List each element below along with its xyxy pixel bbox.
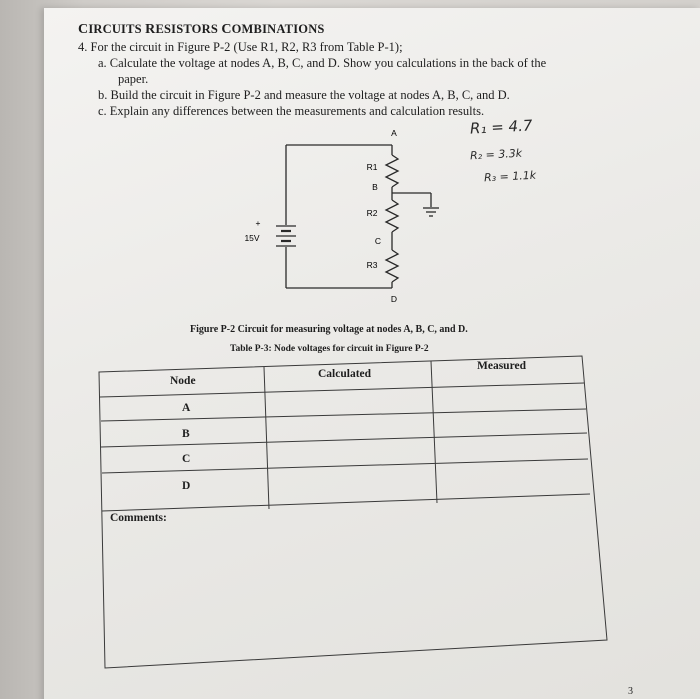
node-label-b: B (372, 182, 378, 192)
resistor-label-r2: R2 (366, 208, 378, 218)
row-node-b: B (182, 428, 190, 440)
table-row-line (101, 433, 587, 447)
table-col-divider-2 (431, 361, 437, 503)
table-row-line (102, 459, 588, 473)
table-row-line (102, 494, 590, 511)
row-node-a: A (182, 402, 191, 414)
item-b: b. Build the circuit in Figure P-2 and measure the voltage at nodes A, B, C, and D. (98, 88, 510, 102)
row-node-c: C (182, 453, 191, 465)
heading-part: C (221, 22, 232, 37)
source-label: 15V (244, 233, 260, 243)
source-plus: + (255, 218, 261, 228)
heading-part: IRCUITS (88, 22, 146, 36)
handwritten-r1: R₁ = 4.7 (469, 116, 533, 138)
figure-caption: Figure P-2 Circuit for measuring voltage at nodes A, B, C, and D. (190, 324, 468, 335)
resistor-label-r1: R1 (366, 162, 378, 172)
table-row-line (101, 409, 586, 421)
heading-part: C (78, 22, 89, 37)
node-label-d: D (390, 294, 398, 304)
page-number: 3 (628, 686, 633, 697)
comments-label: Comments: (110, 512, 167, 524)
header-calculated: Calculated (318, 368, 372, 380)
table-col-divider-1 (264, 367, 269, 509)
item-a-line1: a. Calculate the voltage at nodes A, B, C, and D. Show you calculations in the back of the (98, 56, 547, 70)
node-label-c: C (374, 236, 382, 246)
question-4: 4. For the circuit in Figure P-2 (Use R1, R2, R3 from Table P-1); (78, 40, 403, 54)
item-a-line2: paper. (118, 72, 149, 86)
handwritten-r3: R₃ = 1.1k (483, 168, 537, 185)
resistor-label-r3: R3 (366, 260, 378, 270)
heading-part: OMBINATIONS (231, 22, 325, 36)
handwritten-r2: R₂ = 3.3k (469, 146, 523, 163)
table-outer-border (99, 356, 607, 668)
heading-part: ESISTORS (155, 22, 222, 36)
item-c: c. Explain any differences between the measurements and calculation results. (98, 104, 485, 118)
heading-part: R (145, 22, 156, 37)
table-caption: Table P-3: Node voltages for circuit in Figure P-2 (230, 344, 429, 354)
header-measured: Measured (477, 360, 526, 372)
node-label-a: A (391, 128, 397, 138)
row-node-d: D (182, 480, 191, 492)
header-node: Node (170, 375, 196, 387)
